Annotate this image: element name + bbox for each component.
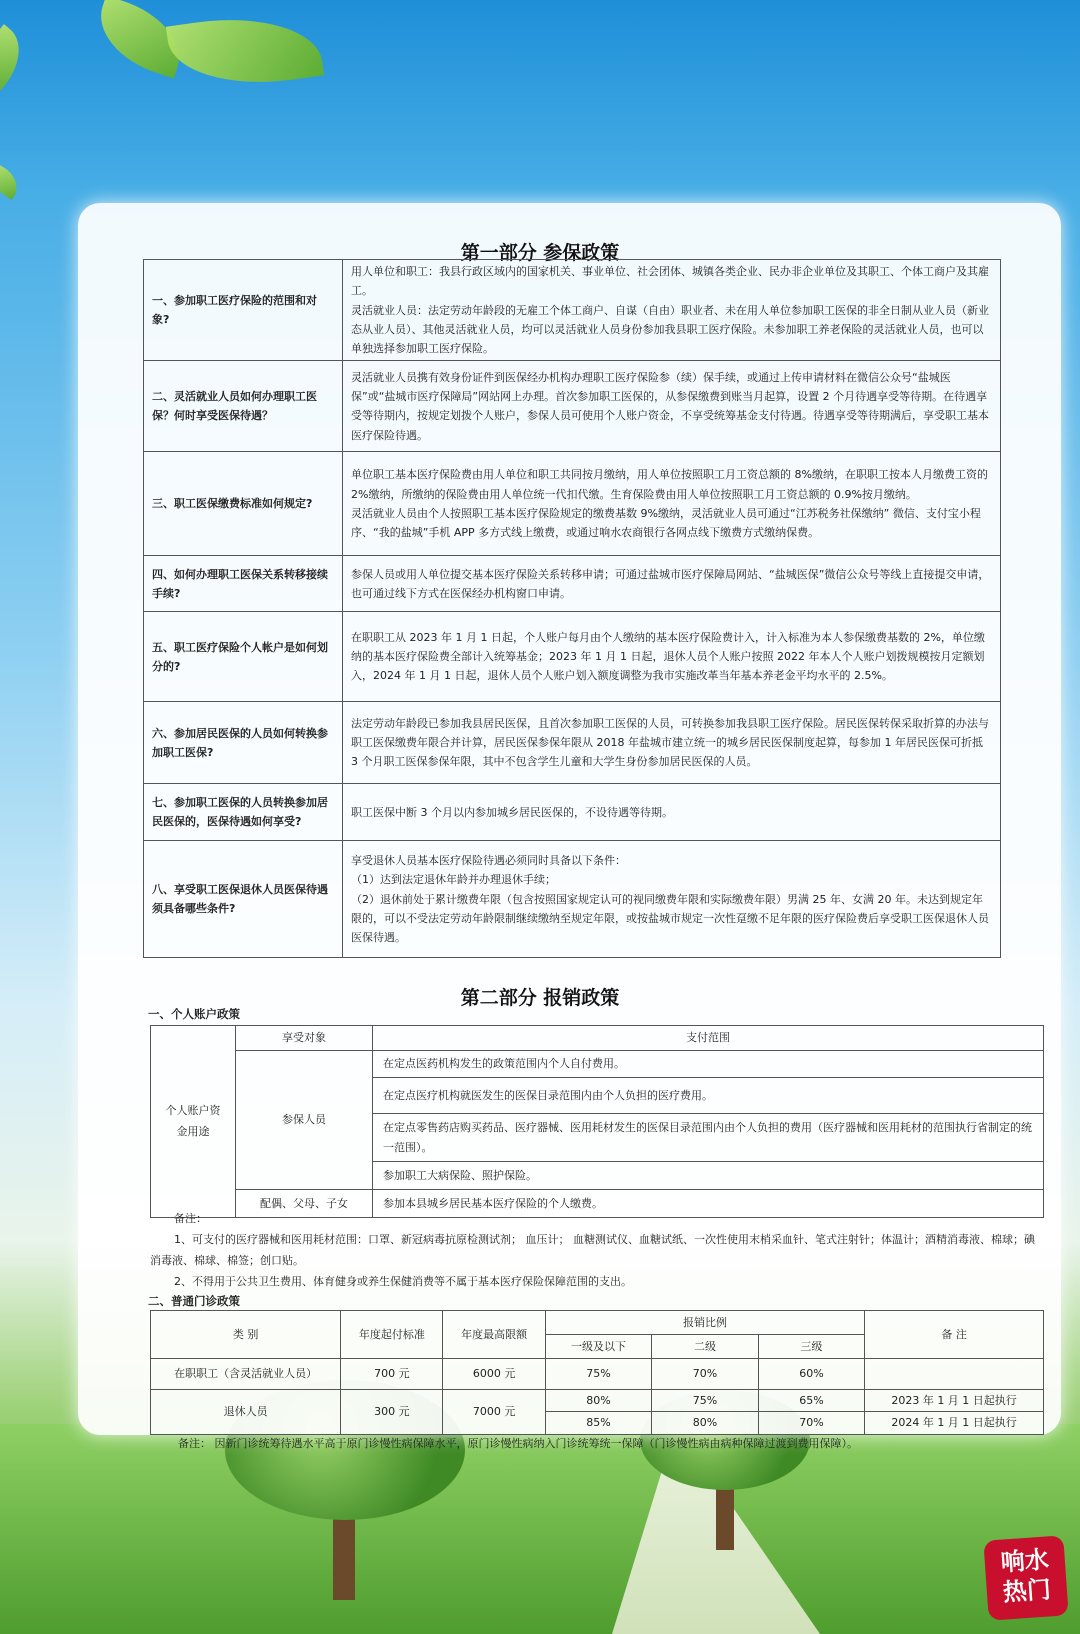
account-use-cell: 个人账户资金用途 bbox=[151, 1026, 236, 1218]
watermark-logo: 响水 热门 bbox=[983, 1535, 1068, 1620]
header-scope: 支付范围 bbox=[373, 1026, 1044, 1051]
question-cell: 一、参加职工医疗保险的范围和对象? bbox=[144, 260, 343, 361]
answer-cell: 单位职工基本医疗保险费由用人单位和职工共同按月缴纳，用人单位按照职工月工资总额的 8%缴纳，在职职工按本人月缴费工资的 2%缴纳，所缴纳的保险费由用人单位统一代扣代缴。生育保险费由用人单位按照职工月工资总额的 0.9%按月缴纳。 灵活就业人员由个人按照职工基本医疗保险规定的缴费基数 9%缴纳，灵活就业人员可通过“江苏税务社保缴纳” 微信、支付宝小程序、“我的盐城”手机 APP 多方式线上缴费，或通过响水农商银行各网点线下缴费方式缴纳保费。 bbox=[343, 452, 1001, 556]
answer-cell: 用人单位和职工：我县行政区域内的国家机关、事业单位、社会团体、城镇各类企业、民办非企业单位及其职工、个体工商户及其雇工。 灵活就业人员：法定劳动年龄段的无雇工个体工商户、自谋（自由）职业者、未在用人单位参加职工医保的非全日制从业人员（新业态从业人员）、其他灵活就业人员，均可以灵活就业人员身份参加我县职工医疗保险。未参加职工养老保险的灵活就业人员，也可以单独选择参加职工医疗保险。 bbox=[343, 260, 1001, 361]
outpatient-footnote: 备注： 因新门诊统筹待遇水平高于原门诊慢性病保障水平，原门诊慢性病纳入门诊统筹统一保障（门诊慢性病由病种保障过渡到费用保障）。 bbox=[178, 1437, 858, 1450]
max-cell: 6000 元 bbox=[443, 1359, 545, 1390]
scope-cell: 在定点医药机构发生的政策范围内个人自付费用。 bbox=[373, 1051, 1044, 1078]
leaf-decoration bbox=[166, 6, 324, 96]
type-cell: 在职职工（含灵活就业人员） bbox=[151, 1359, 341, 1390]
table-row bbox=[151, 1359, 1044, 1390]
table-row bbox=[151, 1026, 1044, 1051]
ratio-cell: 70% bbox=[758, 1412, 864, 1434]
answer-cell: 享受退休人员基本医疗保险待遇必须同时具备以下条件： （1）达到法定退休年龄并办理退休手续； （2）退休前处于累计缴费年限（包含按照国家规定认可的视同缴费年限和实际缴费年限）男满 25 年、女满 20 年。未达到规定年限的，可以不受法定劳动年龄限制继续缴纳至规定年限，或按盐城市规定一次性趸缴不足年限的医疗保险费后享受职工医保退休人员医保待遇。 bbox=[343, 841, 1001, 958]
scope-cell: 在定点医疗机构就医发生的医保目录范围内由个人负担的医疗费用。 bbox=[373, 1078, 1044, 1114]
table-row bbox=[151, 1390, 1044, 1412]
start-cell: 700 元 bbox=[341, 1359, 443, 1390]
ratio-cell: 80% bbox=[652, 1412, 758, 1434]
table-row bbox=[144, 556, 1001, 612]
account-notes: 备注： 1、可支付的医疗器械和医用耗材范围：口罩、新冠病毒抗原检测试剂； 血压计； 血糖测试仪、血糖试纸、一次性使用末梢采血针、笔式注射针；体温计；酒精消毒液、棉球；碘消毒液、棉球、棉签；创口贴。 2、不得用于公共卫生费用、体育健身或养生保健消费等不属于基本医疗保险保障范围的支出。 bbox=[150, 1212, 1035, 1288]
scope-cell: 参加本县城乡居民基本医疗保险的个人缴费。 bbox=[373, 1190, 1044, 1218]
table-row bbox=[151, 1311, 1044, 1335]
start-cell: 300 元 bbox=[341, 1390, 443, 1435]
note-cell: 2023 年 1 月 1 日起执行 bbox=[865, 1390, 1044, 1412]
note-cell bbox=[865, 1359, 1044, 1390]
max-cell: 7000 元 bbox=[443, 1390, 545, 1435]
scope-cell: 参加职工大病保险、照护保险。 bbox=[373, 1162, 1044, 1190]
personal-account-table bbox=[150, 1025, 1044, 1218]
leaf-decoration bbox=[0, 24, 35, 96]
question-cell: 四、如何办理职工医保关系转移接续手续? bbox=[144, 556, 343, 612]
ratio-cell: 70% bbox=[652, 1359, 758, 1390]
answer-cell: 灵活就业人员携有效身份证件到医保经办机构办理职工医疗保险参（续）保手续，或通过上传申请材料在微信公众号“盐城医保”或“盐城市医疗保障局”网站网上办理。首次参加职工医保的，从参保缴费到账当月起算，设置 2 个月待遇享受等待期。在待遇享受等待期内，按规定划拨个人账户，参保人员可使用个人账户资金，不享受统筹基金支付待遇。待遇享受等待期满后，享受职工基本医疗保险待遇。 bbox=[343, 361, 1001, 452]
question-cell: 七、参加职工医保的人员转换参加居民医保的，医保待遇如何享受? bbox=[144, 784, 343, 841]
table-row bbox=[151, 1051, 1044, 1078]
header-level1: 一级及以下 bbox=[545, 1335, 651, 1359]
answer-cell: 在职职工从 2023 年 1 月 1 日起，个人账户每月由个人缴纳的基本医疗保险费计入，计入标准为本人参保缴费基数的 2%，单位缴纳的基本医疗保险费全部计入统筹基金；2023 年 1 月 1 日起，退休人员个人账户按照 2022 年本人个人账户划拨规模按月定额划入，2024 年 1 月 1 日起，退休人员个人账户划入额度调整为我市实施改革当年基本养老金平均水平的 2.5%。 bbox=[343, 612, 1001, 702]
header-type: 类 别 bbox=[151, 1311, 341, 1359]
outpatient-table bbox=[150, 1310, 1044, 1435]
scope-cell: 在定点零售药店购买药品、医疗器械、医用耗材发生的医保目录范围内由个人负担的费用（医疗器械和医用耗材的范围执行省制定的统一范围）。 bbox=[373, 1114, 1044, 1162]
table-row bbox=[144, 260, 1001, 361]
table-row bbox=[144, 612, 1001, 702]
grass-ground bbox=[0, 1424, 1080, 1634]
insured-cell: 参保人员 bbox=[236, 1051, 373, 1190]
table-row bbox=[144, 841, 1001, 958]
ratio-cell: 85% bbox=[545, 1412, 651, 1434]
question-cell: 五、职工医疗保险个人帐户是如何划分的? bbox=[144, 612, 343, 702]
answer-cell: 参保人员或用人单位提交基本医疗保险关系转移申请；可通过盐城市医疗保障局网站、“盐城医保”微信公众号等线上直接提交申请，也可通过线下方式在医保经办机构窗口申请。 bbox=[343, 556, 1001, 612]
answer-cell: 职工医保中断 3 个月以内参加城乡居民医保的，不设待遇等待期。 bbox=[343, 784, 1001, 841]
part2-title: 第二部分 报销政策 bbox=[460, 987, 620, 1009]
subsection-outpatient: 二、普通门诊政策 bbox=[148, 1294, 240, 1308]
question-cell: 八、享受职工医保退休人员医保待遇须具备哪些条件? bbox=[144, 841, 343, 958]
table-row bbox=[144, 702, 1001, 784]
ratio-cell: 75% bbox=[545, 1359, 651, 1390]
part1-title: 第一部分 参保政策 bbox=[460, 242, 620, 264]
family-cell: 配偶、父母、子女 bbox=[236, 1190, 373, 1218]
header-max: 年度最高限额 bbox=[443, 1311, 545, 1359]
table-row bbox=[144, 361, 1001, 452]
header-target: 享受对象 bbox=[236, 1026, 373, 1051]
question-cell: 二、灵活就业人员如何办理职工医保？何时享受医保待遇？ bbox=[144, 361, 343, 452]
policy-qa-table bbox=[143, 259, 1001, 958]
ratio-cell: 75% bbox=[652, 1390, 758, 1412]
type-cell: 退休人员 bbox=[151, 1390, 341, 1435]
ratio-cell: 60% bbox=[758, 1359, 864, 1390]
header-ratio: 报销比例 bbox=[545, 1311, 864, 1335]
answer-cell: 法定劳动年龄段已参加我县居民医保，且首次参加职工医保的人员，可转换参加我县职工医疗保险。居民医保转保采取折算的办法与职工医保缴费年限合并计算，居民医保参保年限从 2018 年盐城市建立统一的城乡居民医保制度起算，每参加 1 年居民医保可折抵 3 个月职工医保参保年限，其中不包含学生儿童和大学生身份参加居民医保的人员。 bbox=[343, 702, 1001, 784]
note-cell: 2024 年 1 月 1 日起执行 bbox=[865, 1412, 1044, 1434]
table-row bbox=[144, 784, 1001, 841]
question-cell: 六、参加居民医保的人员如何转换参加职工医保? bbox=[144, 702, 343, 784]
table-row bbox=[144, 452, 1001, 556]
header-level3: 三级 bbox=[758, 1335, 864, 1359]
question-cell: 三、职工医保缴费标准如何规定? bbox=[144, 452, 343, 556]
leaf-decoration bbox=[0, 164, 24, 200]
header-level2: 二级 bbox=[652, 1335, 758, 1359]
subsection-personal-account: 一、个人账户政策 bbox=[148, 1007, 240, 1021]
ratio-cell: 80% bbox=[545, 1390, 651, 1412]
header-note: 备 注 bbox=[865, 1311, 1044, 1359]
header-start: 年度起付标准 bbox=[341, 1311, 443, 1359]
ratio-cell: 65% bbox=[758, 1390, 864, 1412]
